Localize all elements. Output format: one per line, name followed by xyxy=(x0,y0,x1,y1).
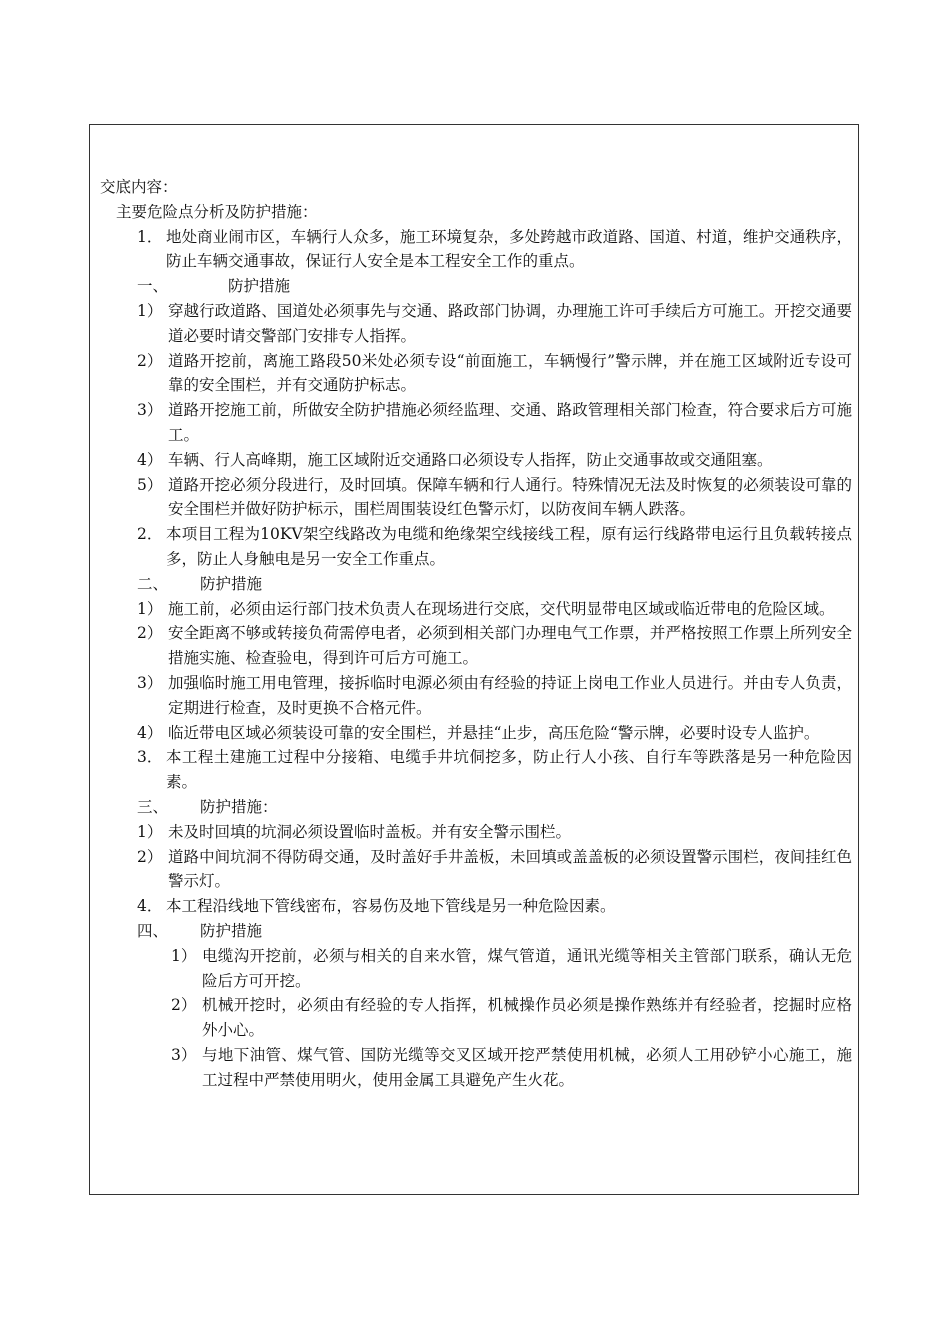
measure-item xyxy=(100,448,852,473)
measure-marker: 3） xyxy=(137,401,163,420)
measure-text: 安全距离不够或转接负荷需停电者，必须到相关部门办理电气工作票，并严格按照工作票上所列安全措施实施、检查验电，得到许可后方可施工。 xyxy=(168,624,852,668)
measure-marker: 2） xyxy=(137,847,163,866)
measure-text: 道路开挖前，离施工路段50米处必须专设“前面施工，车辆慢行”警示牌，并在施工区域附近专设可靠的安全围栏，并有交通防护标志。 xyxy=(168,351,852,395)
measure-text: 道路开挖必须分段进行，及时回填。保障车辆和行人通行。特殊情况无法及时恢复的必须装设可靠的安全围栏并做好防护标示，围栏周围装设红色警示灯，以防夜间车辆人跌落。 xyxy=(168,475,852,519)
measure-item xyxy=(100,597,852,622)
measure-item xyxy=(100,721,852,746)
measure-marker: 1） xyxy=(137,301,163,320)
measure-item xyxy=(100,845,852,895)
point-text: 本项目工程为10KV架空线路改为电缆和绝缘架空线接线工程，原有运行线路带电运行且负载转接点多，防止人身触电是另一安全工作重点。 xyxy=(166,525,852,568)
risk-point-3 xyxy=(100,745,852,795)
section-heading-2 xyxy=(100,572,852,597)
point-marker: 2． xyxy=(137,525,163,544)
measure-text: 机械开挖时，必须由有经验的专人指挥，机械操作员必须是操作熟练并有经验者，挖掘时应格外小心。 xyxy=(202,996,852,1040)
measure-item xyxy=(100,820,852,845)
measure-item xyxy=(100,671,852,721)
measure-marker: 1） xyxy=(137,822,163,841)
measure-text: 施工前，必须由运行部门技术负责人在现场进行交底，交代明显带电区域或临近带电的危险区域。 xyxy=(168,599,835,618)
measure-item xyxy=(100,473,852,523)
heading-marker: 三、 xyxy=(137,797,169,816)
measure-text: 道路中间坑洞不得防碍交通，及时盖好手井盖板，未回填或盖盖板的必须设置警示围栏，夜间挂红色警示灯。 xyxy=(168,847,852,891)
heading-marker: 一、 xyxy=(137,277,169,296)
intro-label: 交底内容： xyxy=(100,178,178,196)
measure-marker: 2） xyxy=(137,351,163,370)
section-heading-4 xyxy=(100,919,852,944)
heading-marker: 二、 xyxy=(137,574,169,593)
heading-text: 防护措施 xyxy=(200,921,263,940)
measure-marker: 2） xyxy=(171,996,197,1015)
point-text: 本工程土建施工过程中分接箱、电缆手井坑侗挖多，防止行人小孩、自行车等跌落是另一种危险因素。 xyxy=(166,748,852,792)
measure-marker: 1） xyxy=(171,946,197,965)
measure-item xyxy=(100,944,852,994)
measure-item xyxy=(100,349,852,399)
measure-text: 电缆沟开挖前，必须与相关的自来水管，煤气管道，通讯光缆等相关主管部门联系，确认无危险后方可开挖。 xyxy=(202,946,852,990)
measure-item xyxy=(100,1043,852,1093)
measure-marker: 1） xyxy=(137,599,163,618)
measure-marker: 3） xyxy=(137,673,163,692)
measure-item xyxy=(100,398,852,448)
heading-text: 防护措施 xyxy=(228,277,291,296)
point-marker: 3． xyxy=(137,748,163,767)
risk-point-4 xyxy=(100,894,852,919)
point-text: 地处商业闹市区，车辆行人众多，施工环境复杂，多处跨越市政道路、国道、村道，维护交通秩序，防止车辆交通事故，保证行人安全是本工程安全工作的重点。 xyxy=(166,227,852,271)
content-box xyxy=(89,124,859,1195)
measure-marker: 2） xyxy=(137,624,163,643)
section-heading-3 xyxy=(100,795,852,820)
measure-marker: 3） xyxy=(171,1045,197,1064)
measure-marker: 5） xyxy=(137,475,163,494)
measure-text: 加强临时施工用电管理，接拆临时电源必须由有经验的持证上岗电工作业人员进行。并由专人负责，定期进行检查，及时更换不合格元件。 xyxy=(168,673,852,717)
disclosure-content xyxy=(100,175,852,1092)
measure-text: 道路开挖施工前，所做安全防护措施必须经监理、交通、路政管理相关部门检查，符合要求后方可施工。 xyxy=(168,401,852,444)
measure-item xyxy=(100,299,852,349)
measure-marker: 4） xyxy=(137,450,163,469)
measure-item xyxy=(100,993,852,1043)
measure-text: 临近带电区域必须装设可靠的安全围栏，并悬挂“止步，高压危险“警示牌，必要时设专人监护。 xyxy=(168,723,820,742)
risk-point-1 xyxy=(100,225,852,275)
risk-point-2 xyxy=(100,522,852,572)
point-text: 本工程沿线地下管线密布，容易伤及地下管线是另一种危险因素。 xyxy=(166,897,616,916)
point-marker: 1． xyxy=(137,227,163,246)
subtitle: 主要危险点分析及防护措施： xyxy=(116,202,318,221)
measure-text: 与地下油管、煤气管、国防光缆等交叉区域开挖严禁使用机械，必须人工用砂铲小心施工，施工过程中严禁使用明火，使用金属工具避免产生火花。 xyxy=(202,1045,852,1089)
heading-text: 防护措施 xyxy=(200,574,263,593)
measure-text: 车辆、行人高峰期，施工区域附近交通路口必须设专人指挥，防止交通事故或交通阻塞。 xyxy=(168,450,773,469)
heading-text: 防护措施： xyxy=(200,797,278,816)
measure-item xyxy=(100,621,852,671)
point-marker: 4． xyxy=(137,897,163,916)
measure-text: 未及时回填的坑洞必须设置临时盖板。并有安全警示围栏。 xyxy=(168,822,572,841)
measure-text: 穿越行政道路、国道处必须事先与交通、路政部门协调，办理施工许可手续后方可施工。开挖交通要道必要时请交警部门安排专人指挥。 xyxy=(168,301,852,345)
section-heading-1 xyxy=(100,274,852,299)
heading-marker: 四、 xyxy=(137,921,169,940)
measure-marker: 4） xyxy=(137,723,163,742)
